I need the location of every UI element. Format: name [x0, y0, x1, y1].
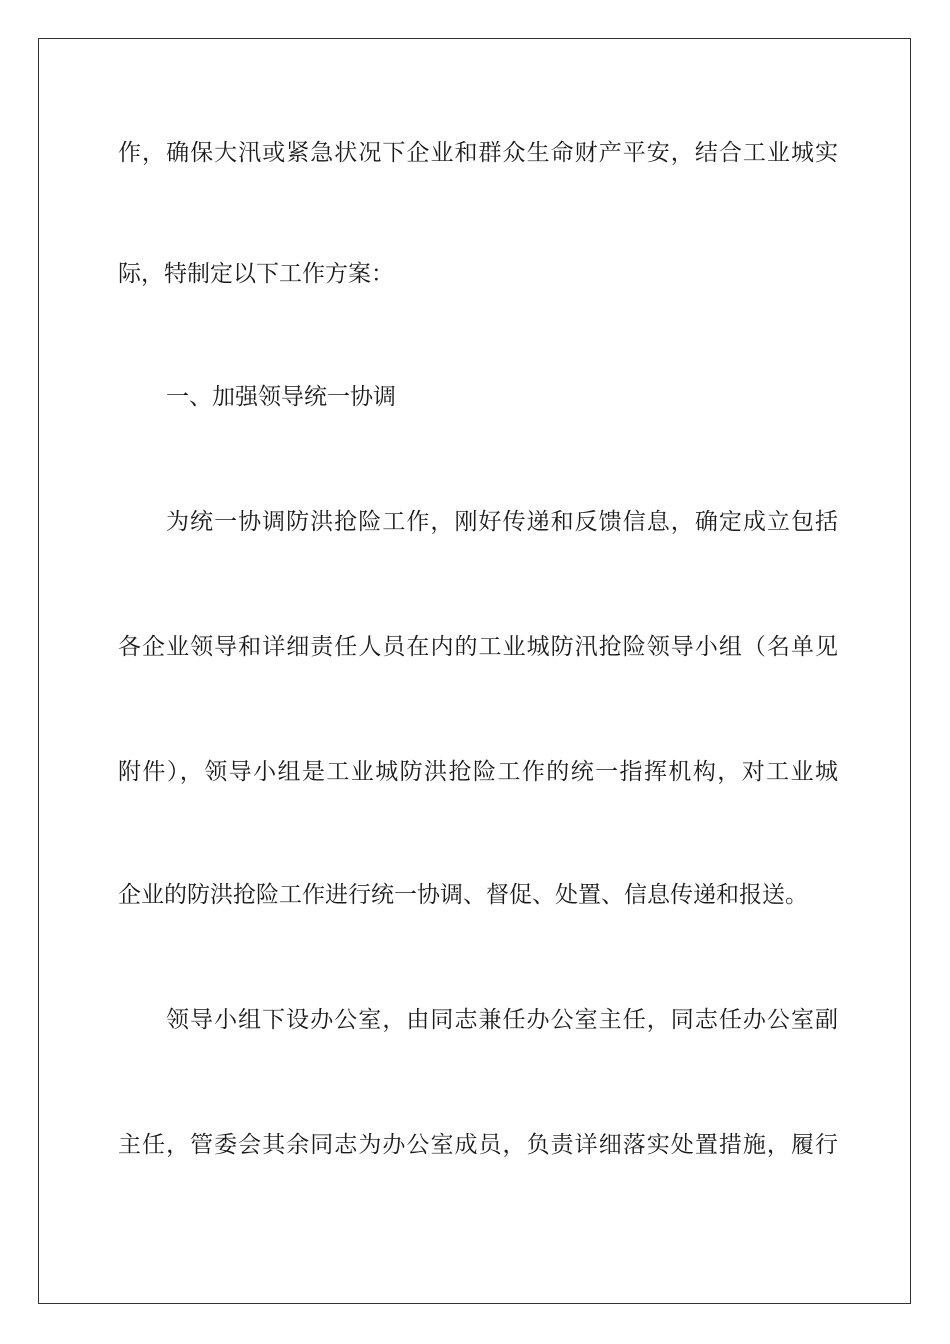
paragraph-line: 主任，管委会其余同志为办公室成员，负责详细落实处置措施，履行	[118, 1132, 838, 1158]
paragraph-line: 领导小组下设办公室，由同志兼任办公室主任，同志任办公室副	[166, 1007, 838, 1033]
section-heading: 一、加强领导统一协调	[166, 384, 396, 410]
paragraph-line: 企业的防洪抢险工作进行统一协调、督促、处置、信息传递和报送。	[118, 882, 808, 908]
paragraph-line: 作，确保大汛或紧急状况下企业和群众生命财产平安，结合工业城实	[118, 140, 838, 166]
paragraph-line: 际，特制定以下工作方案：	[118, 261, 394, 287]
paragraph-line: 各企业领导和详细责任人员在内的工业城防汛抢险领导小组（名单见	[118, 634, 838, 660]
paragraph-line: 附件），领导小组是工业城防洪抢险工作的统一指挥机构，对工业城	[118, 759, 838, 785]
paragraph-line: 为统一协调防洪抢险工作，刚好传递和反馈信息，确定成立包括	[166, 509, 838, 535]
page-border	[38, 38, 911, 1304]
